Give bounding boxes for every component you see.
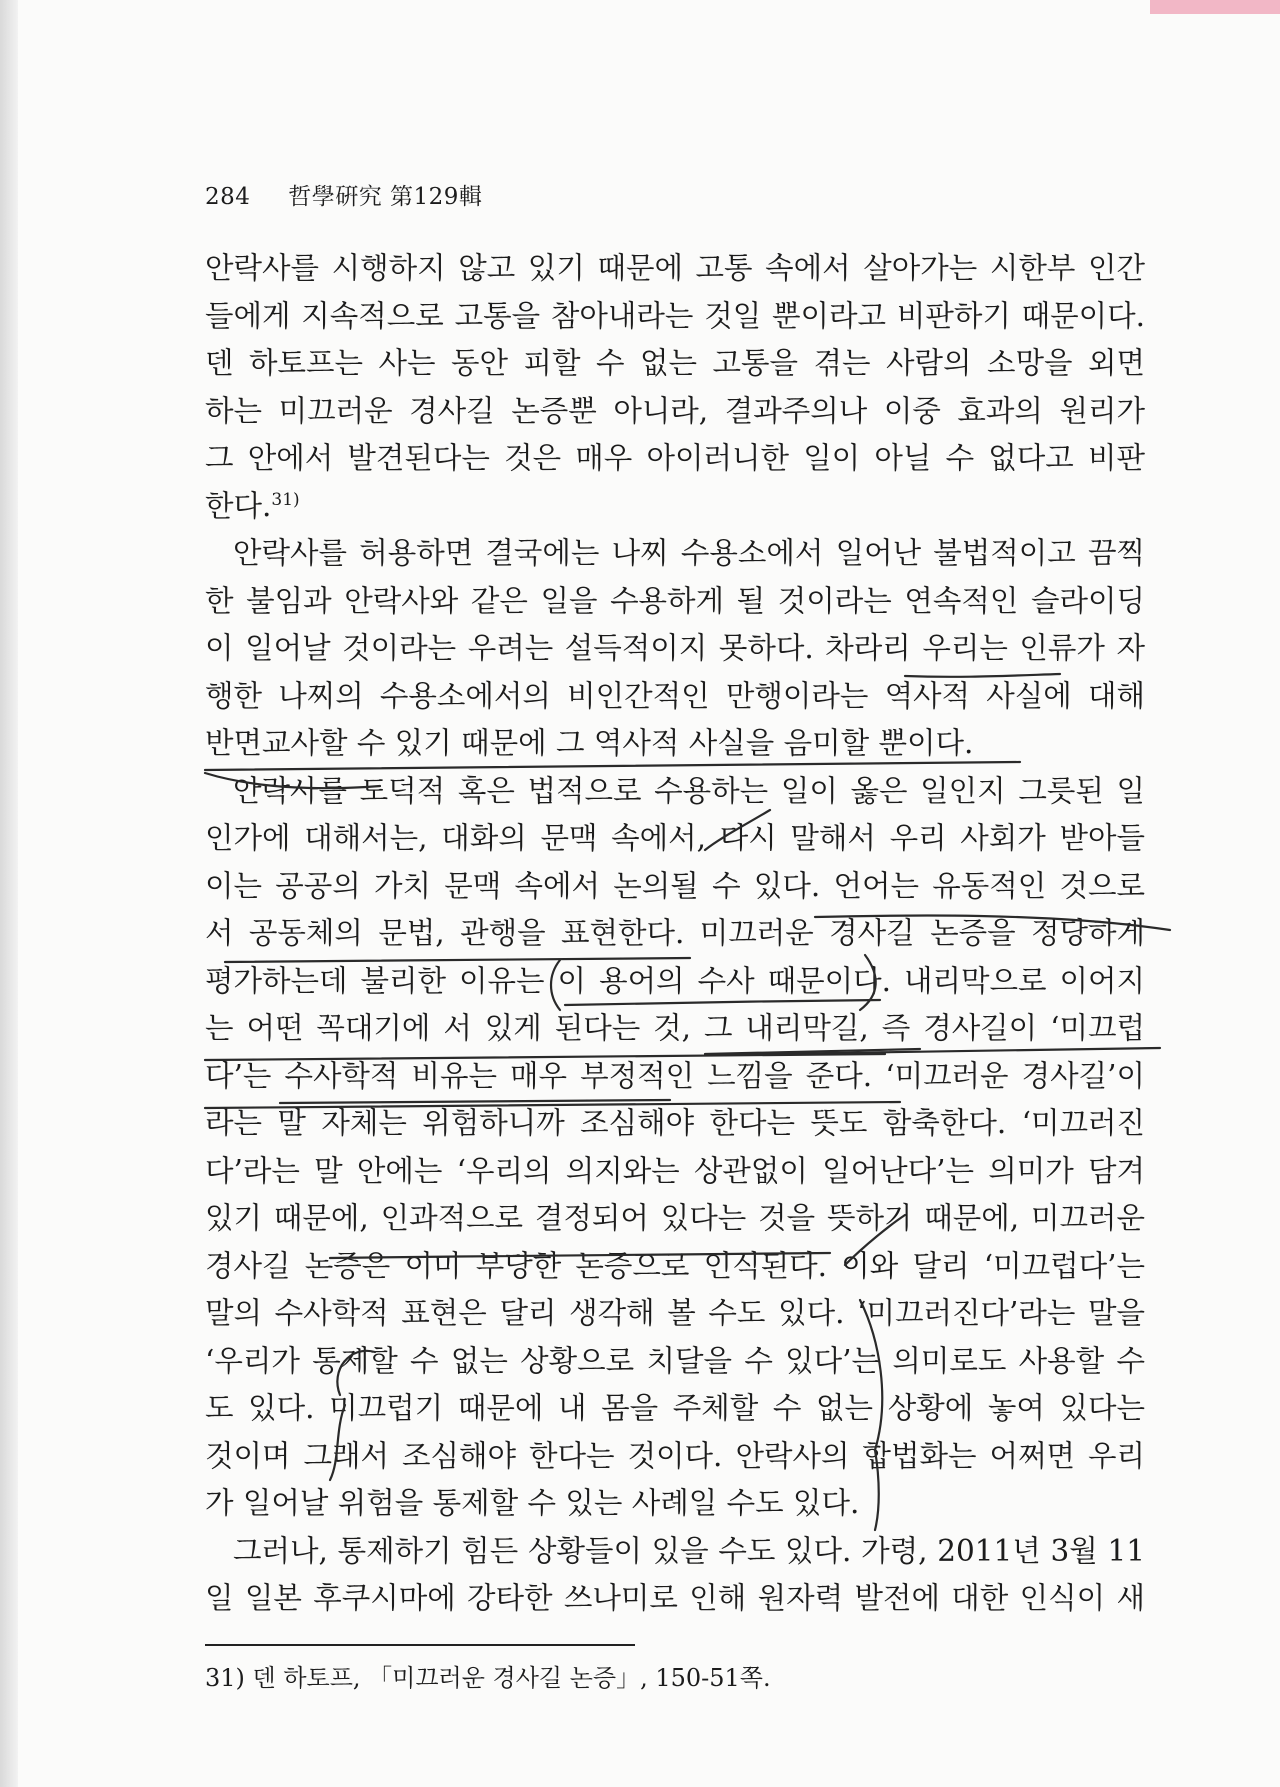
- text-line: 다’는 수사학적 비유는 매우 부정적인 느낌을 준다. ‘미끄러운 경사길’이: [205, 1058, 1145, 1093]
- text-line: 이는 공공의 가치 문맥 속에서 논의될 수 있다. 언어는 유동적인 것으로: [205, 868, 1145, 903]
- text-line: 말의 수사학적 표현은 달리 생각해 볼 수도 있다. ‘미끄러진다’라는 말을: [205, 1296, 1145, 1330]
- page-gutter-shadow: [0, 0, 18, 1787]
- text-line: 덴 하토프는 사는 동안 피할 수 없는 고통을 겪는 사람의 소망을 외면: [205, 346, 1145, 380]
- text-line: 행한 나찌의 수용소에서의 비인간적인 만행이라는 역사적 사실에 대해: [205, 678, 1145, 713]
- text-line: 도 있다. 미끄럽기 때문에 내 몸을 주체할 수 없는 상황에 놓여 있다는: [205, 1391, 1145, 1425]
- text-line: 안락사를 도덕적 혹은 법적으로 수용하는 일이 옳은 일인지 그릇된 일: [233, 773, 1145, 808]
- footnote: [205, 1658, 771, 1693]
- text-line: 라는 말 자체는 위험하니까 조심해야 한다는 뜻도 함축한다. ‘미끄러진: [205, 1106, 1145, 1140]
- text-line: 이 일어날 것이라는 우려는 설득적이지 못하다. 차라리 우리는 인류가 자: [205, 631, 1145, 665]
- text-line: 안락사를 시행하지 않고 있기 때문에 고통 속에서 살아가는 시한부 인간: [205, 251, 1145, 285]
- footnote-text: 덴 하토프, 「미끄러운 경사길 논증」, 150-51쪽.: [252, 1664, 771, 1692]
- text-line: ‘우리가 통제할 수 없는 상황으로 치달을 수 있다’는 의미로도 사용할 수: [205, 1343, 1145, 1378]
- footnote-reference: 31): [271, 489, 300, 510]
- text-line: 것이며 그래서 조심해야 한다는 것이다. 안락사의 합법화는 어쩌면 우리: [205, 1438, 1145, 1473]
- text-line: 그 안에서 발견된다는 것은 매우 아이러니한 일이 아닐 수 없다고 비판: [205, 441, 1145, 475]
- text-line: 있기 때문에, 인과적으로 결정되어 있다는 것을 뜻하기 때문에, 미끄러운: [205, 1201, 1145, 1235]
- running-header: [205, 178, 482, 211]
- text-line: 하는 미끄러운 경사길 논증뿐 아니라, 결과주의나 이중 효과의 원리가: [205, 393, 1145, 428]
- journal-title: 哲學硏究 第129輯: [288, 184, 483, 210]
- text-line: 한다.$^{31)}$: [205, 488, 300, 523]
- text-line: 는 어떤 꼭대기에 서 있게 된다는 것, 그 내리막길, 즉 경사길이 ‘미끄럽: [205, 1011, 1145, 1045]
- text-line: 들에게 지속적으로 고통을 참아내라는 것일 뿐이라고 비판하기 때문이다.: [205, 298, 1145, 333]
- text-line: 그러나, 통제하기 힘든 상황들이 있을 수도 있다. 가령, 2011년 3월 11: [233, 1533, 1145, 1568]
- text-line: 가 일어날 위험을 통제할 수 있는 사례일 수도 있다.: [205, 1486, 860, 1520]
- text-line: 안락사를 허용하면 결국에는 나찌 수용소에서 일어난 불법적이고 끔찍: [233, 536, 1145, 570]
- text-line: 한 불임과 안락사와 같은 일을 수용하게 될 것이라는 연속적인 슬라이딩: [205, 583, 1145, 618]
- text-line: 일 일본 후쿠시마에 강타한 쓰나미로 인해 원자력 발전에 대한 인식이 새: [205, 1581, 1145, 1615]
- text-line: 인가에 대해서는, 대화의 문맥 속에서, 다시 말해서 우리 사회가 받아들: [205, 821, 1145, 855]
- text-line: 다’라는 말 안에는 ‘우리의 의지와는 상관없이 일어난다’는 의미가 담겨: [205, 1153, 1145, 1188]
- footnote-rule: [205, 1644, 635, 1646]
- page-number: 284: [205, 184, 251, 210]
- text-line: 평가하는데 불리한 이유는 이 용어의 수사 때문이다. 내리막으로 이어지: [205, 963, 1145, 998]
- text-line: 경사길 논증은 이미 부당한 논증으로 인식된다. 이와 달리 ‘미끄럽다’는: [205, 1248, 1145, 1283]
- body-text: [205, 245, 1145, 1623]
- page-tab-marker: [1150, 0, 1280, 14]
- footnote-number: 31): [205, 1664, 245, 1692]
- text-line: 서 공동체의 문법, 관행을 표현한다. 미끄러운 경사길 논증을 정당하게: [205, 916, 1145, 950]
- text-line: 반면교사할 수 있기 때문에 그 역사적 사실을 음미할 뿐이다.: [205, 726, 974, 760]
